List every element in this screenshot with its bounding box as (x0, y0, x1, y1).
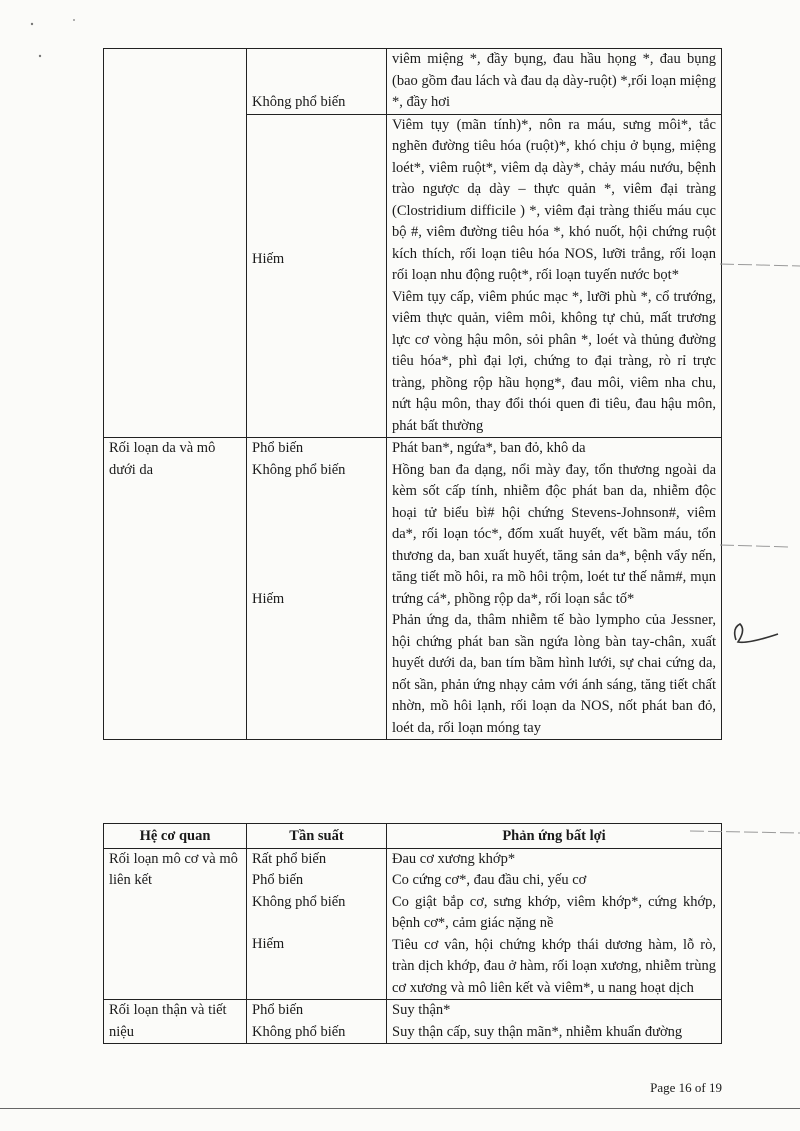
system-cell: Rối loạn mô cơ và mô liên kết (104, 848, 247, 1000)
table-header-row (104, 824, 722, 849)
header-reaction: Phản ứng bất lợi (387, 824, 722, 849)
reaction-text: Tiêu cơ vân, hội chứng khớp thái dương hàm, lỗ rò, tràn dịch khớp, đau ở hàm, rối loạn xương, nhiễm trùng cơ xương và mô liên kết và viêm*, u nang hoạt dịch (392, 936, 716, 996)
frequency-cell (247, 114, 387, 438)
table-row (104, 438, 722, 740)
header-system: Hệ cơ quan (104, 824, 247, 849)
table-row (104, 848, 722, 1000)
margin-dash (720, 545, 790, 547)
system-cell: Rối loạn da và mô dưới da (104, 438, 247, 740)
table-row (104, 1000, 722, 1044)
page-number: Page 16 of 19 (650, 1080, 722, 1095)
table-row (104, 49, 722, 115)
reaction-text: Phát ban*, ngứa*, ban đỏ, khô da (392, 440, 586, 456)
reaction-cell: viêm miệng *, đầy bụng, đau hầu họng *, đau bụng (bao gồm đau lách và đau dạ dày-ruột) *,rối loạn miệng *, đầy hơi (387, 49, 722, 115)
frequency-label: Phổ biến (252, 1002, 304, 1018)
frequency-cell (247, 438, 387, 740)
specks (31, 23, 33, 25)
reaction-text: Co giật bắp cơ, sưng khớp, viêm khớp*, cứng khớp, bệnh cơ*, cảm giác nặng nề (392, 893, 716, 931)
system-cell: Rối loạn thận và tiết niệu (104, 1000, 247, 1044)
specks (39, 55, 41, 57)
frequency-label: Phổ biến (252, 872, 304, 888)
reaction-text: Đau cơ xương khớp* (392, 850, 516, 867)
frequency-label: Phổ biến (252, 440, 304, 456)
reaction-cell (387, 438, 722, 740)
reaction-cell (387, 1000, 722, 1044)
reaction-cell (387, 848, 722, 1000)
header-frequency: Tần suất (247, 824, 387, 849)
specks (73, 19, 75, 21)
frequency-label: Không phổ biến (252, 94, 346, 110)
signature-mark (735, 624, 778, 642)
reaction-text: Phản ứng da, thâm nhiễm tế bào lympho của Jessner, hội chứng phát ban sần ngứa lòng bàn tay-chân, xuất huyết dưới da, ban tím bầm hình lưới, sự chai cứng da, nốt sần, phản ứng nhạy cảm với ánh sáng, tăng tiết chất nhờn, mồ hôi lạnh, rối loạn da NOS, nốt phát ban đỏ, loét da, rối loạn móng tay (392, 612, 716, 736)
frequency-label: Không phổ biến (252, 1023, 346, 1040)
system-cell (104, 49, 247, 438)
frequency-cell (247, 49, 387, 115)
reaction-cell: Viêm tụy (mãn tính)*, nôn ra máu, sưng môi*, tắc nghẽn đường tiêu hóa (ruột)*, khó chịu ở bụng, miệng loét*, viêm ruột*, viêm dạ dày*, chảy máu nướu, bệnh trào ngược dạ dày – thực quản *, viêm đại tràng (Clostridium difficile ) *, viêm đại tràng thiếu máu cục bộ #, viêm đường tiêu hóa *, khó nuốt, hội chứng ruột kích thích, rối loạn tiêu hóa NOS, lưỡi trắng, rối loạn rối loạn nhu động ruột*, rối loạn tuyến nước bọt* (387, 114, 722, 287)
reaction-cell: Viêm tụy cấp, viêm phúc mạc *, lưỡi phù *, cổ trướng, viêm thực quản, viêm môi, không tự chủ, mất trương lực cơ vòng hậu môn, sỏi phân *, loét và thủng đường tiêu hóa*, phì đại lợi, chứng to đại tràng, rò rỉ trực tràng, phồng rộp hầu họng*, đau môi, viêm nha chu, nứt hậu môn, thay đổi thói quen đi tiêu, đau hậu môn, phát bất thường (387, 287, 722, 438)
frequency-label: Không phổ biến (252, 893, 346, 910)
reaction-text: Co cứng cơ*, đau đầu chi, yếu cơ (392, 872, 587, 888)
frequency-label: Hiếm (252, 936, 285, 952)
frequency-label: Hiếm (252, 591, 285, 607)
page-bottom-rule (0, 1108, 800, 1109)
musculoskeletal-renal-table (103, 823, 722, 1044)
reaction-text: Suy thận cấp, suy thận mãn*, nhiễm khuẩn đường (392, 1023, 683, 1040)
frequency-label: Rất phổ biến (252, 850, 327, 867)
adverse-reactions-table-continued (103, 48, 722, 740)
margin-dash (720, 264, 800, 266)
reaction-text: Hồng ban đa dạng, nổi mày đay, tổn thương ngoài da kèm sốt cấp tính, nhiễm độc phát ban da, nhiễm độc hoại tử biểu bì# hội chứng Stevens-Johnson#, viêm da*, rối loạn tóc*, đốm xuất huyết, vết bầm máu, tổn thương da, ban xuất huyết, tăng sản da*, bệnh vẩy nến, tăng tiết mồ hôi, ra mồ hôi trộm, loét tư thế nằm#, mụn trứng cá*, phồng rộp da*, rối loạn sắc tố* (392, 461, 716, 607)
frequency-cell (247, 1000, 387, 1044)
reaction-text: Suy thận* (392, 1002, 451, 1018)
frequency-label: Không phổ biến (252, 461, 346, 478)
frequency-label: Hiếm (252, 250, 285, 267)
frequency-cell (247, 848, 387, 1000)
